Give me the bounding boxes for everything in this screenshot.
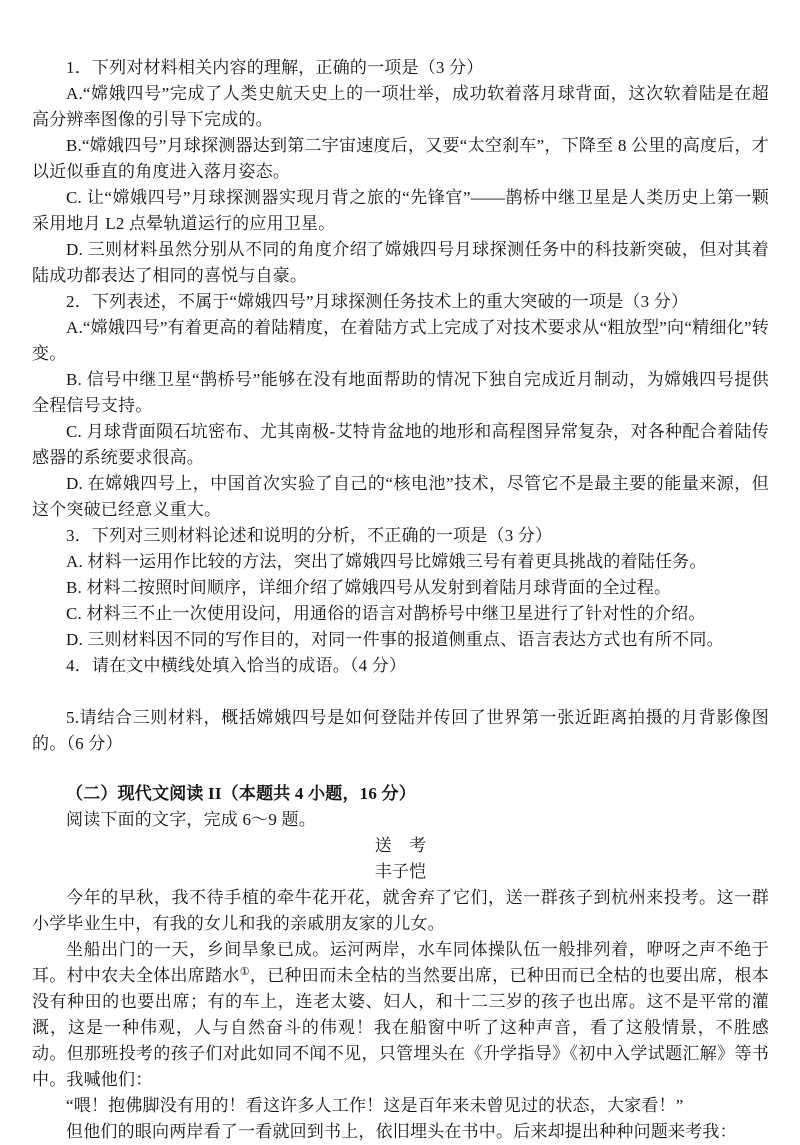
- essay-paragraph-2-text: 坐船出门的一天，乡间旱象已成。运河两岸，水车同体操队伍一般排列着，咿呀之声不绝于耳。村中农夫全体出席踏水: [32, 940, 769, 985]
- section-2-instruction: 阅读下面的文字，完成 6～9 题。: [66, 810, 316, 829]
- question-1-option-a: A.“嫦娥四号”完成了人类史航天史上的一项壮举，成功软着落月球背面，这次软着陆是在超高分辨率图像的引导下完成的。: [32, 84, 769, 129]
- question-2-option-c: C. 月球背面陨石坑密布、尤其南极-艾特肯盆地的地形和高程图异常复杂，对各种配合着陆传感器的系统要求很高。: [32, 422, 769, 467]
- section-2-header: （二）现代文阅读 II（本题共 4 小题，16 分）: [66, 784, 416, 803]
- essay-paragraph-2: [32, 937, 769, 1093]
- essay-paragraph-3: “喂！抱佛脚没有用的！看这许多人工作！这是百年来未曾见过的状态，大家看！”: [66, 1096, 684, 1115]
- question-1-option-c: C. 让“嫦娥四号”月球探测器实现月背之旅的“先锋官”——鹊桥中继卫星是人类历史上第一颗采用地月 L2 点晕轨道运行的应用卫星。: [32, 188, 769, 233]
- question-1-stem: 1．下列对材料相关内容的理解，正确的一项是（3 分）: [66, 58, 484, 77]
- question-4-stem: 4．请在文中横线处填入恰当的成语。（4 分）: [66, 656, 407, 675]
- question-2-option-b: B. 信号中继卫星“鹊桥号”能够在没有地面帮助的情况下独自完成近月制动，为嫦娥四号提供全程信号支持。: [32, 370, 769, 415]
- question-3-option-c: C. 材料三不止一次使用设问，用通俗的语言对鹊桥号中继卫星进行了针对性的介绍。: [66, 604, 706, 623]
- blank-line: [32, 757, 769, 781]
- question-2-option-d: D. 在嫦娥四号上，中国首次实验了自己的“核电池”技术，尽管它不是最主要的能量来源，但这个突破已经意义重大。: [32, 474, 769, 519]
- question-2-stem: 2．下列表述，不属于“嫦娥四号”月球探测任务技术上的重大突破的一项是（3 分）: [66, 292, 689, 311]
- question-1-option-b: B.“嫦娥四号”月球探测器达到第二宇宙速度后，又要“太空刹车”，下降至 8 公里的高度后，才以近似垂直的角度进入落月姿态。: [32, 136, 769, 181]
- essay-paragraph-2-text-cont: ，已种田而未全枯的当然要出席，已种田而已全枯的也要出席，根本没有种田的也要出席；有的车上，连老太婆、妇人，和十二三岁的孩子也出席。这不是平常的灌溉，这是一种伟观，人与自然奋斗的伟观！我在船窗中听了这种声音，看了这般情景，不胜感动。但那班投考的孩子们对此如同不闻不见，只管埋头在《升学指导》《初中入学试题汇解》等书中。我喊他们：: [32, 966, 770, 1089]
- question-1-option-d: D. 三则材料虽然分别从不同的角度介绍了嫦娥四号月球探测任务中的科技新突破，但对其着陆成功都表达了相同的喜悦与自豪。: [32, 240, 769, 285]
- essay-paragraph-4: 但他们的眼向两岸看了一看就回到书上，依旧埋头在书中。后来却提出种种问题来考我：: [66, 1122, 737, 1141]
- blank-line: [32, 679, 769, 705]
- question-3-option-a: A. 材料一运用作比较的方法，突出了嫦娥四号比嫦娥三号有着更具挑战的着陆任务。: [66, 552, 707, 571]
- question-5-stem: 5.请结合三则材料，概括嫦娥四号是如何登陆并传回了世界第一张近距离拍摄的月背影像图的。（6 分）: [32, 708, 769, 753]
- question-3-stem: 3．下列对三则材料论述和说明的分析，不正确的一项是（3 分）: [66, 526, 553, 545]
- question-3-option-b: B. 材料二按照时间顺序，详细介绍了嫦娥四号从发射到着陆月球背面的全过程。: [66, 578, 672, 597]
- footnote-marker-1: ①: [239, 966, 250, 978]
- essay-title: 送 考: [374, 836, 427, 855]
- essay-author: 丰子恺: [374, 862, 427, 881]
- question-3-option-d: D. 三则材料因不同的写作目的，对同一件事的报道侧重点、语言表达方式也有所不同。: [66, 630, 724, 649]
- essay-paragraph-1: 今年的早秋，我不待手植的牵牛花开花，就舍弃了它们，送一群孩子到杭州来投考。这一群小学毕业生中，有我的女儿和我的亲戚朋友家的儿女。: [32, 888, 769, 933]
- question-2-option-a: A.“嫦娥四号”有着更高的着陆精度，在着陆方式上完成了对技术要求从“粗放型”向“精细化”转变。: [32, 318, 769, 363]
